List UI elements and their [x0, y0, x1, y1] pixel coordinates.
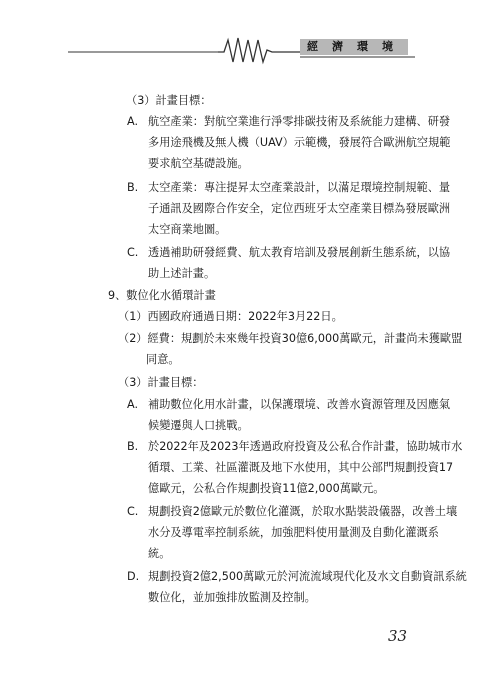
item-text-line: 億歐元，公私合作規劃投資11億2,000萬歐元。: [148, 482, 385, 495]
page-number: 33: [388, 627, 408, 645]
item-text-line: 航空產業：對航空業進行淨零排碳技術及系統能力建構、研發: [148, 115, 451, 128]
item-text-line: 要求航空基礎設施。: [148, 157, 249, 170]
item-text-line: 候變遷與人口挑戰。: [148, 419, 249, 432]
header-section-label: 經濟環境: [300, 39, 408, 55]
item-text-line: 補助數位化用水計畫，以保護環境、改善水資源管理及因應氣: [148, 398, 451, 411]
budget-text-line: （2）經費：規劃於未來幾年投資30億6,000萬歐元，計畫尚未獲歐盟: [118, 332, 463, 345]
goal-heading: （3）計畫目標：: [118, 376, 204, 389]
list-item: [0, 177, 480, 236]
item-text-line: 透過補助研發經費、航太教育培訓及發展創新生態系統，以協: [148, 246, 451, 259]
item-text-line: 助上述計畫。: [148, 267, 216, 280]
list-item: [0, 566, 480, 604]
item-marker: C.: [127, 246, 139, 259]
list-item: [0, 394, 480, 432]
item-marker: C.: [127, 505, 139, 518]
item-text-line: 統。: [148, 547, 171, 560]
item-marker: B.: [127, 440, 139, 453]
list-item: [0, 242, 480, 280]
item-text-line: 多用途飛機及無人機（UAV）示範機，發展符合歐洲航空規範: [148, 136, 451, 149]
page-header: [0, 0, 480, 70]
item-text-line: 循環、工業、社區灌溉及地下水使用，其中公部門規劃投資17: [148, 461, 454, 474]
item-text-line: 於2022年及2023年透過政府投資及公私合作計畫，協助城市水: [148, 440, 463, 453]
item-text-line: 太空商業地圖。: [148, 223, 227, 236]
item-text-line: 規劃投資2億歐元於數位化灌溉，於取水點裝設儀器，改善土壤: [148, 505, 458, 518]
item-marker: A.: [127, 115, 139, 128]
goal-heading: （3）計畫目標：: [126, 94, 212, 107]
item-text-line: 水分及導電率控制系統，加強肥料使用量測及自動化灌溉系: [148, 526, 439, 539]
list-item: [0, 111, 480, 170]
item-text-line: 規劃投資2億2,500萬歐元於河流流域現代化及水文自動資訊系統: [148, 570, 467, 583]
item-text-line: 數位化，並加強排放監測及控制。: [148, 591, 316, 604]
item-text-line: 子通訊及國際合作安全，定位西班牙太空產業目標為發展歐洲: [148, 202, 451, 215]
budget-text-line: 同意。: [146, 353, 180, 366]
item-marker: B.: [127, 181, 139, 194]
item-text-line: 太空產業：專注提昇太空產業設計，以滿足環境控制規範、量: [148, 181, 451, 194]
section-title: 9、數位化水循環計畫: [108, 289, 216, 302]
adoption-date: （1）西國政府通過日期：2022年3月22日。: [118, 310, 343, 323]
header-rule-zigzag: [0, 0, 480, 70]
list-item: [0, 436, 480, 495]
item-marker: A.: [127, 398, 139, 411]
list-item: [0, 501, 480, 560]
item-marker: D.: [127, 570, 140, 583]
